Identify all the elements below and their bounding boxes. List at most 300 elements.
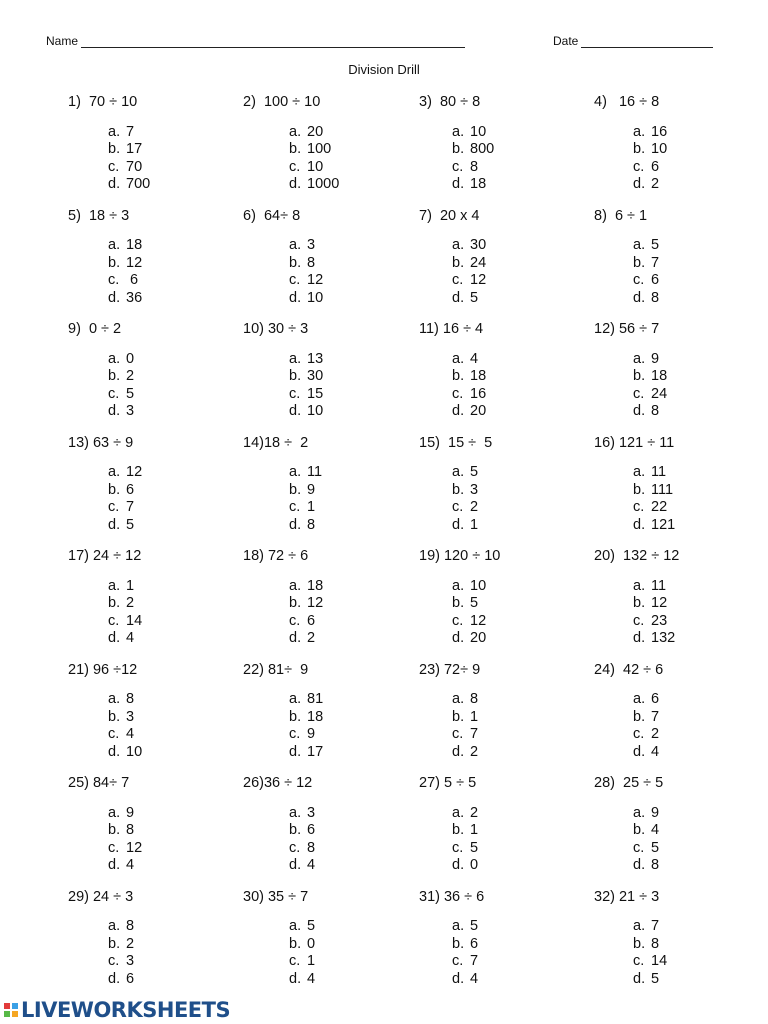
answer-options [108, 237, 238, 307]
answer-option[interactable] [633, 176, 764, 194]
answer-option[interactable] [108, 630, 238, 648]
answer-option[interactable] [452, 691, 589, 709]
option-letter: d. [452, 516, 465, 533]
option-letter: b. [108, 595, 121, 612]
answer-options [289, 918, 413, 988]
option-value: 6 [307, 612, 316, 629]
answer-options [108, 351, 238, 421]
option-value: 18 [651, 368, 668, 385]
answer-option[interactable] [108, 936, 238, 954]
answer-options [633, 124, 764, 194]
answer-options [108, 691, 238, 761]
answer-options [452, 691, 589, 761]
answer-option[interactable] [289, 255, 413, 273]
option-letter: d. [633, 403, 646, 420]
option-letter: b. [108, 822, 121, 839]
option-value: 7 [651, 918, 660, 935]
answer-option[interactable] [289, 124, 413, 142]
problem-question: 10) 30 ÷ 3 [243, 321, 309, 337]
option-value: 132 [651, 630, 676, 647]
problem-question: 11) 16 ÷ 4 [419, 321, 484, 337]
answer-option[interactable] [633, 272, 764, 290]
answer-option[interactable] [289, 159, 413, 177]
answer-option[interactable] [452, 936, 589, 954]
answer-option[interactable] [452, 726, 589, 744]
answer-option[interactable] [108, 595, 238, 613]
option-value: 9 [126, 804, 135, 821]
option-letter: c. [633, 726, 645, 743]
option-value: 3 [307, 237, 316, 254]
problem-question: 25) 84÷ 7 [68, 775, 130, 791]
answer-option[interactable] [108, 805, 238, 823]
option-letter: a. [452, 918, 465, 935]
option-letter: a. [452, 350, 465, 367]
answer-option[interactable] [452, 613, 589, 631]
answer-option[interactable] [633, 595, 764, 613]
answer-option[interactable] [108, 691, 238, 709]
answer-option[interactable] [452, 630, 589, 648]
option-value: 5 [470, 918, 479, 935]
option-letter: a. [108, 691, 121, 708]
option-letter: c. [633, 272, 645, 289]
answer-option[interactable] [633, 482, 764, 500]
problem-question: 14)18 ÷ 2 [243, 434, 309, 451]
answer-option[interactable] [108, 176, 238, 194]
answer-option[interactable] [633, 840, 764, 858]
option-value: 10 [651, 141, 668, 158]
problem-question: 27) 5 ÷ 5 [419, 775, 477, 791]
answer-option[interactable] [108, 386, 238, 404]
option-value: 5 [470, 595, 479, 612]
option-letter: d. [289, 289, 302, 306]
name-label: Name [46, 34, 79, 48]
problem [68, 435, 238, 535]
answer-option[interactable] [289, 918, 413, 936]
answer-option[interactable] [289, 141, 413, 159]
answer-option[interactable] [108, 953, 238, 971]
answer-option[interactable] [289, 691, 413, 709]
option-value: 12 [307, 595, 324, 612]
option-value: 6 [470, 935, 479, 952]
logo-square [4, 1003, 10, 1009]
answer-option[interactable] [633, 517, 764, 535]
option-value: 0 [126, 350, 135, 367]
problem [243, 435, 413, 535]
answer-option[interactable] [633, 709, 764, 727]
option-value: 13 [307, 350, 324, 367]
option-value: 3 [126, 953, 135, 970]
answer-option[interactable] [633, 464, 764, 482]
answer-option[interactable] [108, 159, 238, 177]
option-letter: b. [633, 708, 646, 725]
option-value: 4 [126, 726, 135, 743]
answer-options [452, 918, 589, 988]
answer-option[interactable] [289, 272, 413, 290]
answer-option[interactable] [633, 936, 764, 954]
problem-question: 5) 18 ÷ 3 [68, 207, 130, 224]
problem-question: 31) 36 ÷ 6 [419, 888, 485, 905]
option-letter: d. [108, 857, 121, 874]
answer-option[interactable] [633, 141, 764, 159]
option-value: 2 [126, 595, 135, 612]
answer-option[interactable] [633, 255, 764, 273]
answer-options [633, 918, 764, 988]
option-value: 5 [651, 839, 660, 856]
answer-option[interactable] [289, 464, 413, 482]
answer-option[interactable] [452, 141, 589, 159]
problem-question: 16) 121 ÷ 11 [594, 434, 675, 451]
answer-option[interactable] [452, 290, 589, 308]
answer-option[interactable] [633, 822, 764, 840]
option-letter: a. [108, 804, 121, 821]
answer-option[interactable] [289, 822, 413, 840]
problem-question: 19) 120 ÷ 10 [419, 548, 501, 564]
problem-question: 20) 132 ÷ 12 [594, 548, 680, 564]
option-letter: c. [452, 499, 464, 516]
option-letter: b. [633, 822, 646, 839]
answer-option[interactable] [452, 971, 589, 989]
option-value: 20 [470, 403, 487, 420]
answer-option[interactable] [633, 290, 764, 308]
option-value: 12 [126, 464, 143, 481]
answer-option[interactable] [452, 403, 589, 421]
answer-option[interactable] [289, 805, 413, 823]
problem-question: 32) 21 ÷ 3 [594, 888, 660, 905]
answer-option[interactable] [289, 726, 413, 744]
answer-option[interactable] [108, 918, 238, 936]
option-letter: a. [452, 123, 465, 140]
option-letter: b. [289, 368, 302, 385]
option-value: 8 [651, 289, 660, 306]
option-value: 5 [470, 289, 479, 306]
answer-option[interactable] [633, 613, 764, 631]
problem [419, 435, 589, 535]
answer-option[interactable] [633, 857, 764, 875]
option-letter: a. [289, 464, 302, 481]
answer-option[interactable] [289, 953, 413, 971]
option-value: 8 [470, 691, 479, 708]
answer-option[interactable] [633, 159, 764, 177]
option-letter: b. [289, 595, 302, 612]
option-letter: c. [452, 158, 464, 175]
answer-option[interactable] [633, 499, 764, 517]
option-letter: a. [289, 691, 302, 708]
problem [68, 775, 238, 875]
option-value: 800 [470, 141, 495, 158]
option-value: 30 [470, 237, 487, 254]
answer-option[interactable] [289, 613, 413, 631]
option-value: 8 [470, 158, 479, 175]
option-letter: d. [633, 176, 646, 193]
option-value: 1 [470, 708, 479, 725]
answer-option[interactable] [108, 124, 238, 142]
answer-options [633, 578, 764, 648]
answer-option[interactable] [452, 272, 589, 290]
option-letter: d. [633, 857, 646, 874]
problem [68, 662, 238, 762]
page-title: Division Drill [348, 62, 420, 77]
problem-question: 13) 63 ÷ 9 [68, 434, 134, 451]
answer-option[interactable] [452, 464, 589, 482]
option-value: 11 [651, 577, 667, 594]
problem-question: 28) 25 ÷ 5 [594, 775, 664, 791]
option-value: 8 [651, 857, 660, 874]
answer-option[interactable] [633, 351, 764, 369]
answer-option[interactable] [452, 953, 589, 971]
answer-option[interactable] [452, 805, 589, 823]
answer-options [108, 464, 238, 534]
option-value: 8 [126, 822, 135, 839]
option-letter: a. [289, 918, 302, 935]
answer-options [452, 237, 589, 307]
answer-option[interactable] [452, 578, 589, 596]
answer-options [633, 805, 764, 875]
option-letter: d. [452, 857, 465, 874]
option-letter: b. [289, 822, 302, 839]
answer-option[interactable] [108, 482, 238, 500]
answer-option[interactable] [108, 578, 238, 596]
answer-option[interactable] [108, 403, 238, 421]
problem [243, 321, 413, 421]
option-letter: c. [452, 726, 464, 743]
problem [419, 548, 589, 648]
answer-option[interactable] [108, 840, 238, 858]
answer-option[interactable] [452, 482, 589, 500]
option-letter: b. [452, 822, 465, 839]
option-value: 2 [126, 368, 135, 385]
answer-option[interactable] [289, 630, 413, 648]
answer-option[interactable] [452, 744, 589, 762]
option-value: 2 [470, 499, 479, 516]
answer-option[interactable] [289, 857, 413, 875]
problem-question: 23) 72÷ 9 [419, 661, 481, 678]
answer-option[interactable] [452, 517, 589, 535]
option-letter: c. [452, 272, 464, 289]
answer-option[interactable] [289, 386, 413, 404]
answer-options [289, 237, 413, 307]
option-letter: b. [108, 141, 121, 158]
option-letter: d. [633, 743, 646, 760]
option-letter: c. [289, 839, 301, 856]
logo-square [4, 1011, 10, 1017]
answer-option[interactable] [108, 499, 238, 517]
answer-option[interactable] [633, 578, 764, 596]
option-value: 12 [651, 595, 668, 612]
option-value: 7 [126, 123, 135, 140]
problem-question: 3) 80 ÷ 8 [419, 94, 481, 110]
option-letter: a. [633, 123, 646, 140]
answer-option[interactable] [289, 237, 413, 255]
answer-option[interactable] [452, 709, 589, 727]
problem-question: 24) 42 ÷ 6 [594, 661, 664, 678]
answer-option[interactable] [633, 403, 764, 421]
option-letter: d. [452, 970, 465, 987]
answer-option[interactable] [633, 744, 764, 762]
answer-option[interactable] [289, 351, 413, 369]
option-value: 7 [470, 726, 479, 743]
option-value: 7 [651, 708, 660, 725]
answer-option[interactable] [633, 971, 764, 989]
answer-option[interactable] [452, 368, 589, 386]
problem [68, 208, 238, 308]
option-value: 1000 [307, 176, 340, 193]
answer-options [289, 691, 413, 761]
answer-option[interactable] [289, 499, 413, 517]
answer-option[interactable] [108, 822, 238, 840]
answer-option[interactable] [289, 971, 413, 989]
option-value: 5 [651, 237, 660, 254]
answer-option[interactable] [108, 613, 238, 631]
answer-option[interactable] [289, 840, 413, 858]
option-value: 1 [470, 822, 479, 839]
answer-option[interactable] [452, 124, 589, 142]
answer-option[interactable] [633, 630, 764, 648]
answer-option[interactable] [633, 237, 764, 255]
answer-option[interactable] [452, 386, 589, 404]
option-letter: a. [452, 237, 465, 254]
answer-option[interactable] [452, 499, 589, 517]
answer-option[interactable] [633, 691, 764, 709]
answer-options [289, 124, 413, 194]
problem-question: 17) 24 ÷ 12 [68, 548, 142, 564]
answer-option[interactable] [633, 805, 764, 823]
option-value: 12 [470, 612, 487, 629]
answer-option[interactable] [633, 124, 764, 142]
problem [419, 662, 589, 762]
answer-option[interactable] [108, 971, 238, 989]
answer-option[interactable] [289, 290, 413, 308]
answer-option[interactable] [452, 255, 589, 273]
answer-option[interactable] [108, 141, 238, 159]
option-letter: a. [108, 237, 121, 254]
answer-option[interactable] [452, 840, 589, 858]
answer-option[interactable] [633, 368, 764, 386]
problem [243, 775, 413, 875]
answer-option[interactable] [289, 176, 413, 194]
option-letter: d. [108, 289, 121, 306]
option-value: 16 [470, 385, 487, 402]
option-value: 3 [126, 403, 135, 420]
option-value: 8 [307, 516, 316, 533]
option-letter: a. [289, 577, 302, 594]
option-letter: a. [452, 691, 465, 708]
option-letter: c. [289, 612, 301, 629]
option-letter: c. [108, 839, 120, 856]
answer-option[interactable] [633, 726, 764, 744]
problem [419, 208, 589, 308]
problem [594, 94, 764, 194]
option-letter: c. [452, 953, 464, 970]
answer-option[interactable] [108, 290, 238, 308]
answer-option[interactable] [289, 595, 413, 613]
option-letter: d. [633, 516, 646, 533]
answer-option[interactable] [452, 918, 589, 936]
problem [243, 889, 413, 989]
option-letter: a. [108, 464, 121, 481]
answer-option[interactable] [289, 368, 413, 386]
option-letter: b. [289, 935, 302, 952]
answer-option[interactable] [452, 351, 589, 369]
option-value: 11 [307, 464, 323, 481]
answer-option[interactable] [108, 709, 238, 727]
option-value: 18 [307, 577, 324, 594]
option-letter: c. [633, 158, 645, 175]
problem [419, 775, 589, 875]
answer-option[interactable] [108, 255, 238, 273]
problem-question: 30) 35 ÷ 7 [243, 888, 309, 905]
answer-option[interactable] [108, 726, 238, 744]
option-value: 4 [126, 857, 135, 874]
answer-options [452, 351, 589, 421]
answer-option[interactable] [108, 517, 238, 535]
option-value: 3 [307, 804, 316, 821]
answer-options [633, 464, 764, 534]
answer-option[interactable] [289, 936, 413, 954]
answer-option[interactable] [289, 517, 413, 535]
answer-option[interactable] [108, 744, 238, 762]
answer-option[interactable] [633, 953, 764, 971]
answer-option[interactable] [108, 857, 238, 875]
option-value: 10 [307, 403, 324, 420]
answer-option[interactable] [452, 159, 589, 177]
answer-option[interactable] [289, 744, 413, 762]
answer-options [633, 351, 764, 421]
answer-option[interactable] [289, 578, 413, 596]
option-value: 5 [126, 385, 135, 402]
answer-option[interactable] [289, 403, 413, 421]
answer-option[interactable] [289, 482, 413, 500]
option-letter: a. [452, 464, 465, 481]
answer-option[interactable] [108, 351, 238, 369]
option-value: 24 [651, 385, 668, 402]
option-letter: d. [452, 630, 465, 647]
option-letter: c. [289, 385, 301, 402]
option-value: 2 [307, 630, 316, 647]
answer-option[interactable] [108, 368, 238, 386]
option-value: 8 [307, 839, 316, 856]
answer-option[interactable] [452, 822, 589, 840]
answer-option[interactable] [452, 857, 589, 875]
answer-option[interactable] [289, 709, 413, 727]
option-value: 700 [126, 176, 151, 193]
option-value: 24 [470, 254, 487, 271]
problem [68, 548, 238, 648]
answer-option[interactable] [633, 918, 764, 936]
option-value: 10 [470, 577, 487, 594]
option-letter: c. [108, 272, 120, 289]
option-value: 1 [307, 499, 316, 516]
answer-option[interactable] [108, 272, 238, 290]
problem [68, 321, 238, 421]
option-value: 9 [651, 804, 660, 821]
answer-option[interactable] [452, 237, 589, 255]
option-value: 6 [651, 272, 660, 289]
logo-square [12, 1003, 18, 1009]
option-value: 1 [307, 953, 316, 970]
option-value: 4 [307, 970, 316, 987]
answer-option[interactable] [108, 237, 238, 255]
option-value: 2 [651, 726, 660, 743]
answer-option[interactable] [452, 176, 589, 194]
answer-options [633, 691, 764, 761]
answer-option[interactable] [633, 386, 764, 404]
answer-option[interactable] [108, 464, 238, 482]
option-letter: a. [108, 918, 121, 935]
answer-option[interactable] [452, 595, 589, 613]
option-letter: c. [289, 726, 301, 743]
option-value: 22 [651, 499, 668, 516]
problem [68, 889, 238, 989]
